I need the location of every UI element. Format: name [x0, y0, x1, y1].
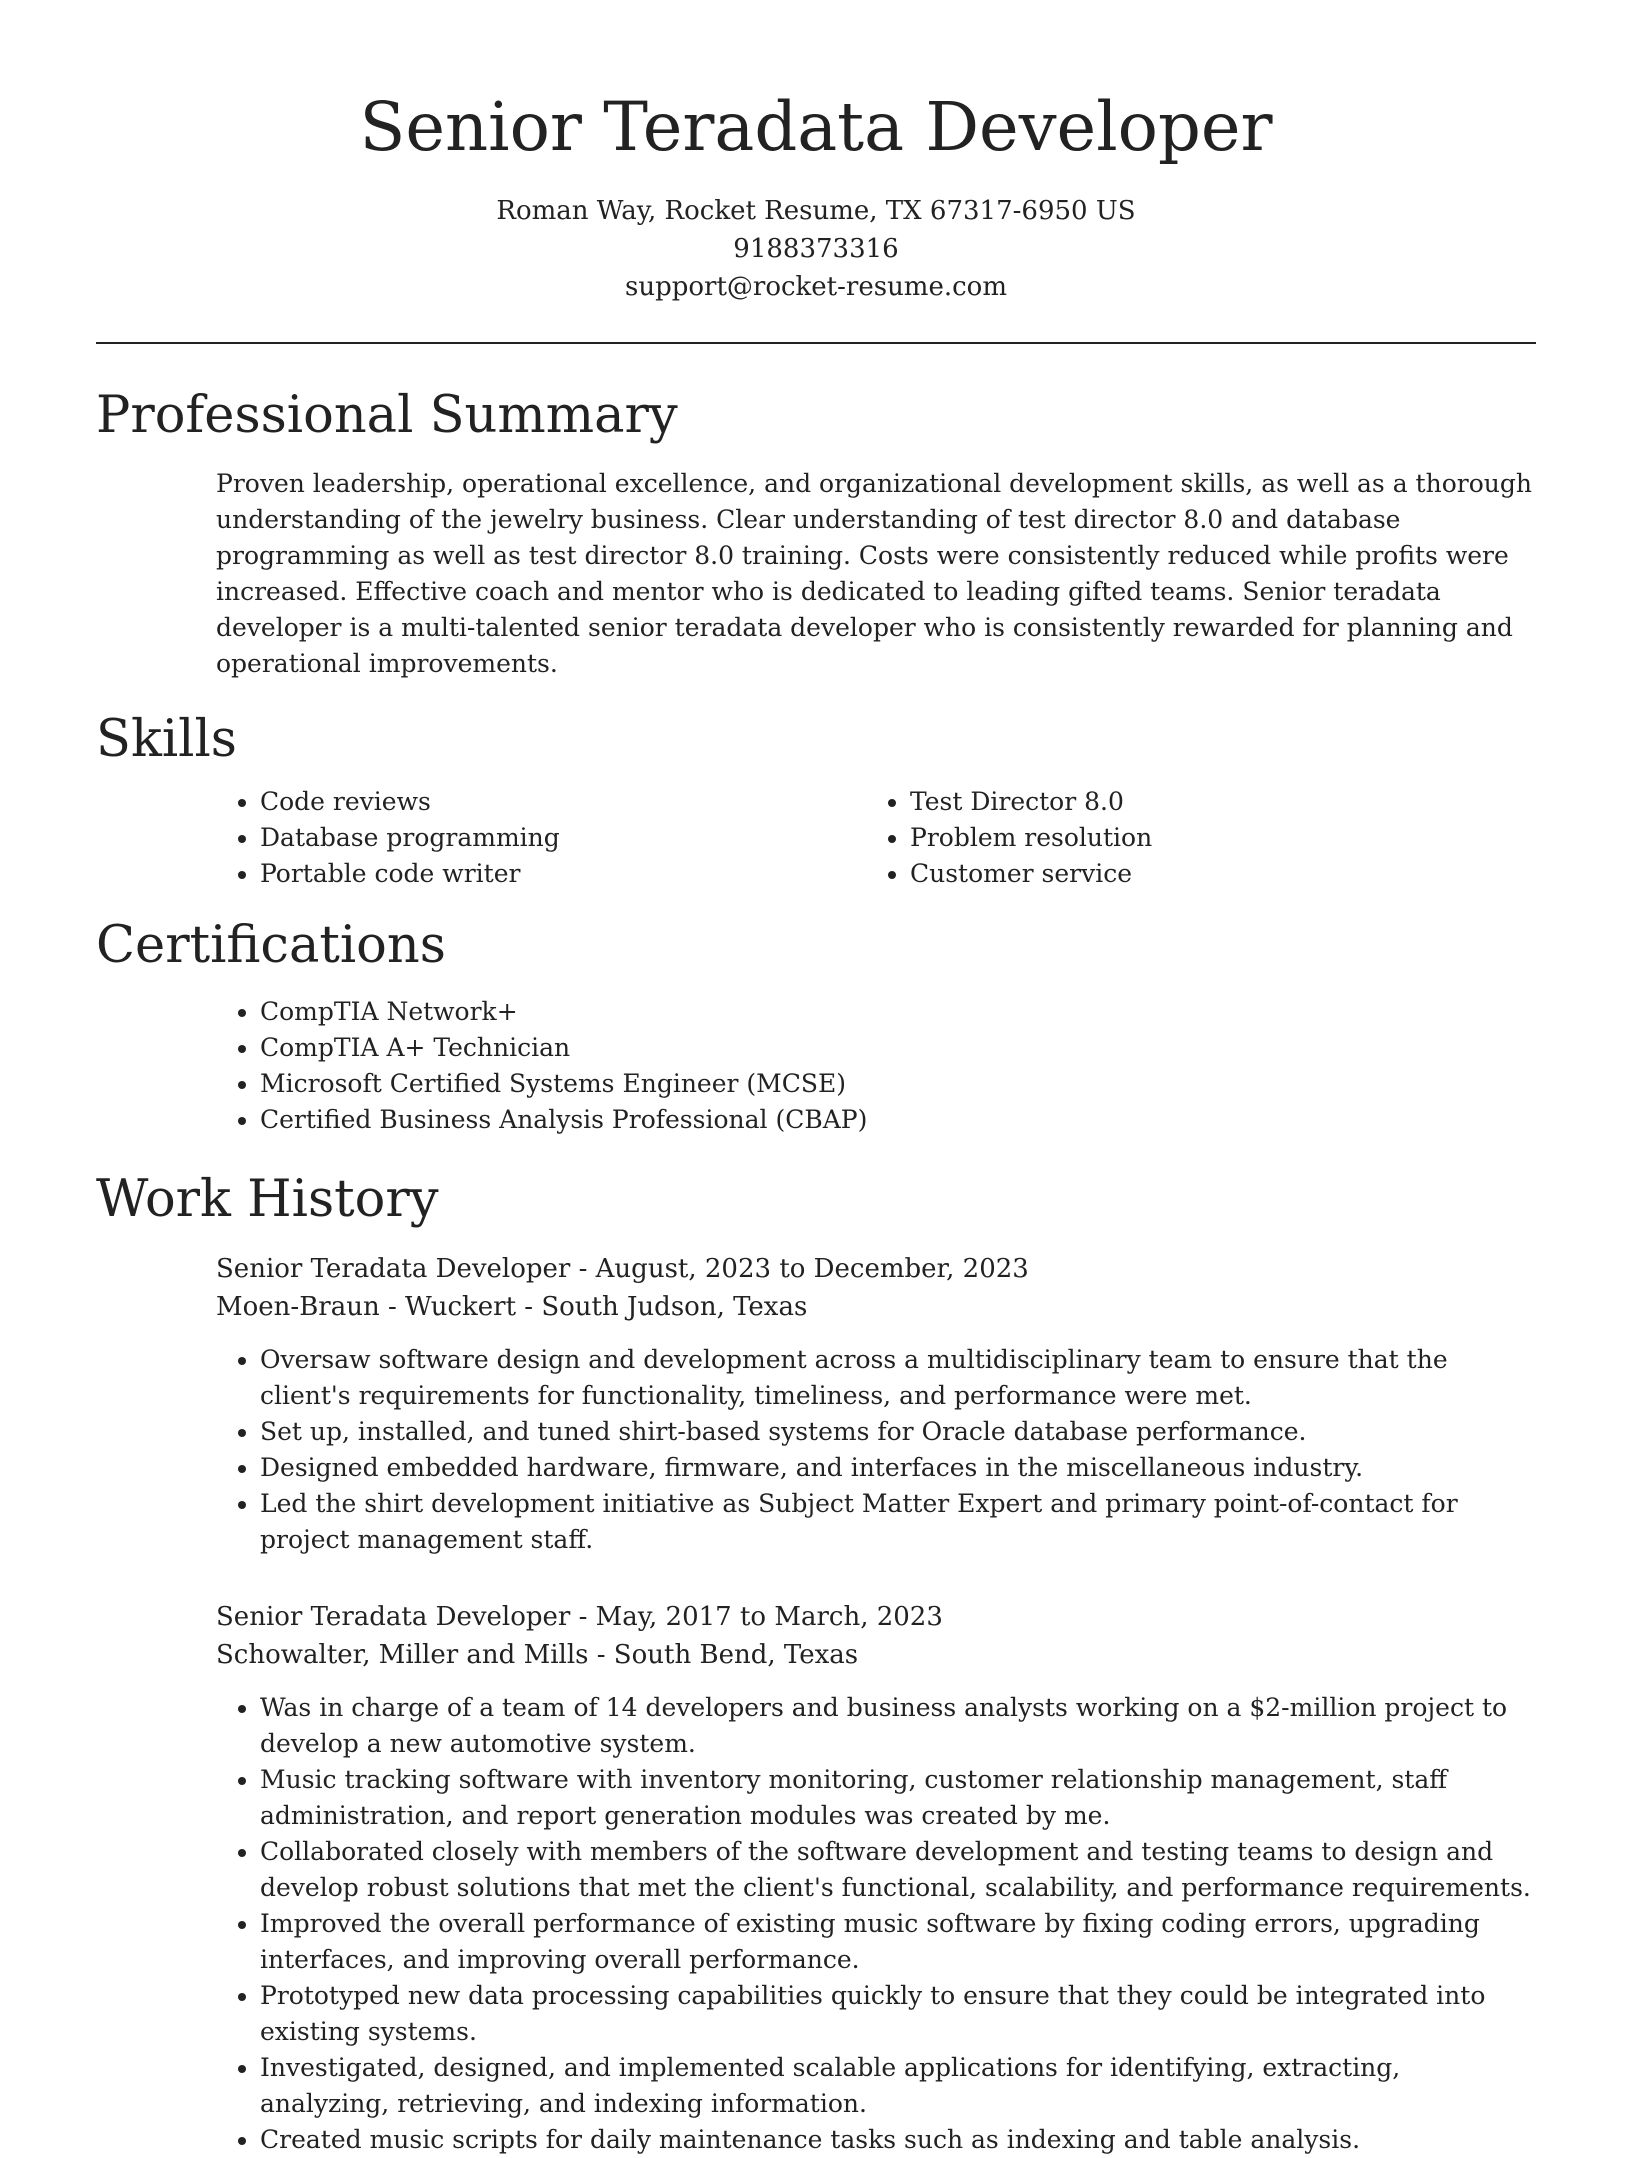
skill-item: • Database programming [260, 820, 866, 856]
job-company-location: Schowalter, Miller and Mills - South Bend, Texas [216, 1640, 859, 1670]
skill-item: • Customer service [910, 856, 1516, 892]
job-bullet-list [216, 1342, 1536, 1558]
job-bullet: • Designed embedded hardware, firmware, and interfaces in the miscellaneous industry. [260, 1450, 1536, 1486]
job-role-dates: Senior Teradata Developer - August, 2023 to December, 2023 [216, 1254, 1029, 1284]
job-company-location: Moen-Braun - Wuckert - South Judson, Texas [216, 1292, 808, 1322]
job-bullet: • Was in charge of a team of 14 developers and business analysts working on a $2-million project to develop a new automotive system. [260, 1690, 1536, 1762]
work-history-heading: Work History [96, 1170, 439, 1229]
job-bullet: • Prototyped new data processing capabilities quickly to ensure that they could be integrated into existing systems. [260, 1978, 1536, 2050]
contact-block [96, 192, 1536, 306]
job-bullet: • Led the shirt development initiative as Subject Matter Expert and primary point-of-contact for project management staff. [260, 1486, 1536, 1558]
job-bullet: • Collaborated closely with members of the software development and testing teams to design and develop robust solutions that met the client's functional, scalability, and performance requirements. [260, 1834, 1536, 1906]
job-bullet: • Created music scripts for daily maintenance tasks such as indexing and table analysis. [260, 2122, 1536, 2158]
certification-item: • CompTIA A+ Technician [260, 1030, 1536, 1066]
job-entry [216, 1598, 1536, 2158]
job-entry [216, 1250, 1536, 1558]
skill-item: • Portable code writer [260, 856, 866, 892]
job-bullet: • Music tracking software with inventory monitoring, customer relationship management, staff administration, and report generation modules was created by me. [260, 1762, 1536, 1834]
certification-item: • Certified Business Analysis Professional (CBAP) [260, 1102, 1536, 1138]
certification-item: • CompTIA Network+ [260, 994, 1536, 1030]
skills-column-right [866, 784, 1516, 892]
skills-heading: Skills [96, 710, 237, 769]
skill-item: • Test Director 8.0 [910, 784, 1516, 820]
summary-section [216, 466, 1536, 682]
certifications-section [216, 994, 1536, 1138]
skills-grid [216, 784, 1536, 892]
summary-heading: Professional Summary [96, 386, 678, 445]
certifications-heading: Certifications [96, 916, 446, 975]
skills-column-left [216, 784, 866, 892]
job-bullet: • Investigated, designed, and implemented scalable applications for identifying, extracting, analyzing, retrieving, and indexing information. [260, 2050, 1536, 2122]
certifications-list [216, 994, 1536, 1138]
resume-page [96, 0, 1536, 2158]
job-bullet: • Oversaw software design and development across a multidisciplinary team to ensure that the client's requirements for functionality, timeliness, and performance were met. [260, 1342, 1536, 1414]
resume-header [96, 0, 1536, 306]
phone-line: 9188373316 [733, 234, 899, 264]
skill-item: • Problem resolution [910, 820, 1516, 856]
job-bullet-list [216, 1690, 1536, 2158]
header-divider [96, 342, 1536, 344]
email-line: support@rocket-resume.com [624, 272, 1007, 302]
address-line: Roman Way, Rocket Resume, TX 67317-6950 US [496, 196, 1136, 226]
skills-list-right [866, 784, 1516, 892]
skill-item: • Code reviews [260, 784, 866, 820]
skills-list-left [216, 784, 866, 892]
job-role-dates: Senior Teradata Developer - May, 2017 to March, 2023 [216, 1602, 943, 1632]
job-bullet: • Improved the overall performance of existing music software by fixing coding errors, upgrading interfaces, and improving overall performance. [260, 1906, 1536, 1978]
job-bullet: • Set up, installed, and tuned shirt-based systems for Oracle database performance. [260, 1414, 1536, 1450]
certification-item: • Microsoft Certified Systems Engineer (MCSE) [260, 1066, 1536, 1102]
resume-title: Senior Teradata Developer [359, 88, 1273, 166]
summary-paragraph: Proven leadership, operational excellence, and organizational development skills, as well as a thorough understanding of the jewelry business. Clear understanding of test director 8.0 and database programming as well as test director 8.0 training. Costs were consistently reduced while profits were increased. Effective coach and mentor who is dedicated to leading gifted teams. Senior teradata developer is a multi-talented senior teradata developer who is consistently rewarded for planning and operational improvements. [216, 469, 1532, 678]
